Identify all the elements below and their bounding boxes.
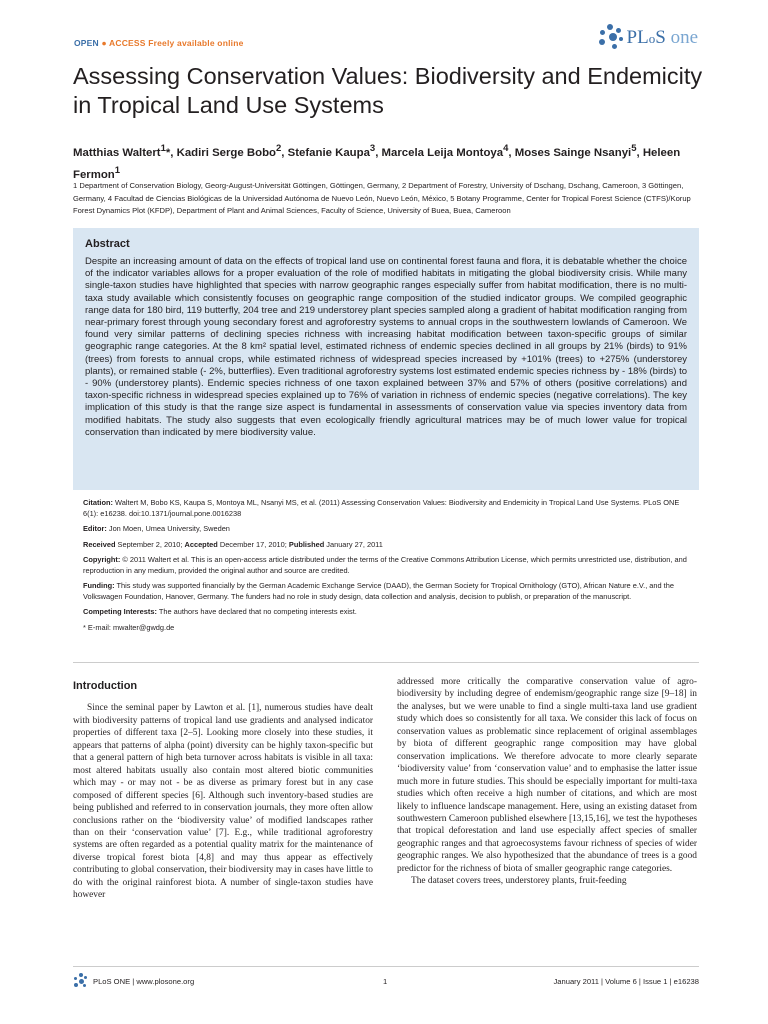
dates: Received September 2, 2010; Accepted December 17, 2010; Published January 27, 2011 <box>83 539 383 549</box>
competing-interests: Competing Interests: The authors have declared that no competing interests exist. <box>83 607 357 616</box>
intro-paragraph-1: Since the seminal paper by Lawton et al. [1], numerous studies have dealt with biodiversity patterns of tropical land use gradients and analysed indicator properties of different taxa [2–5]. Looking more closely into these studies, it appears that patterns of alpha (point) diversity can be highly taxon-specific but that a general pattern of high beta turnover across habitats is visible in all taxa: most altered habitats usually also contain most altered biotic communities which may - or may not - be as diverse as primary forest but in any case composed of different species [6]. Although such inventory-based studies are being published and referred to in conservation journals, they more often allow conclusions rather on the ‘biodiversity value’ of modified landscapes rather than on their ‘conservation value’ [7]. E.g., while traditional agroforestry systems are often regarded as a potential quality matrix for the maintenance of diverse tropical forest biota [4,8] and may thus appear as effectively contributing to global conservation, their biodiversity may in cases have little to do with the original rainforest biota. A number of single-taxon studies have however <box>73 703 373 901</box>
funding: Funding: This study was supported financially by the German Academic Exchange Service (DAAD), the German Society for Tropical Ornithology (GTO), African Nature e.V., and the Volkswagen Foundation, Hanover, Germany. The funders had no role in study design, data collection and analysis, decision to publish, or preparation of the manuscript. <box>83 581 674 601</box>
plos-one-wordmark: PLoS one <box>626 27 698 48</box>
abstract-text: Despite an increasing amount of data on the effects of tropical land use on continental forest fauna and flora, it is debatable whether the choice of the indicator variables allows for a proper evaluation of the role of modified habitats in mitigating the global biodiversity crisis. While many single-taxon studies have highlighted that species with narrow geographic ranges especially suffer from habitat modification, there is no multi-taxa study available which consistently focuses on geographic range composition of the studied indicator groups. We compiled geographic range data for 180 bird, 119 butterfly, 204 tree and 219 understorey plant species sampled along a gradient of habitat modification ranging from near-primary forest through young secondary forest and agroforestry systems to annual crops in the southwestern lowlands of Cameroon. We found very similar patterns of declining species richness with increasing habitat modification between taxon-specific groups of similar geographic range categories. At the 8 km² spatial level, estimated richness of endemic species declined in all groups by 21% (birds) to 91% (trees) from forests to annual crops, while estimated richness of widespread species increased by +101% (trees) to +275% (understorey plants), or remained stable (- 2%, butterflies). Even traditional agroforestry systems lost estimated endemic species richness by - 18% (birds) to - 90% (understorey plants). Endemic species richness of one taxon explained between 37% and 57% of others (positive correlations) and taxon-specific richness in widespread species explained up to 76% of variation in richness of endemic species (negative correlations). The key implication of this study is that the range size aspect is fundamental in assessments of conservation value via species inventory data from modified habitats. The study also suggests that even ecologically friendly agricultural matrices may be of much lower value for tropical conservation than indicated by mere biodiversity value. <box>85 256 687 438</box>
intro-paragraph-2: addressed more critically the comparative conservation value of agro-biodiversity by including degree of endemism/geographic range size [9–18] in the analyses, but we were unable to find a single multi-taxa land use gradient study which does so consistently for all taxa. We consider this lack of focus on conservation values as problematic since replacement of original assemblages by biota of different geographic range composition may have global conservation implications. We therefore advocate to more clearly separate ‘biodiversity value’ from ‘conservation value’ and to emphasise the latter issue much more in future studies. This should be especially important for multi-taxa studies which often receive a high number of citations, and which are most likely to influence landscape management. Here, using an existing dataset from southwestern Cameroon published elsewhere [13,15,16], we test the hypotheses that tropical deforestation and land use especially affect species of smaller geographic ranges and that agroecosystems favour richness of species of wider geographic ranges. We also hypothesized that the abundance of trees is a good predictor for the richness of biota of smaller geographic range categories. <box>397 677 697 874</box>
right-column <box>397 672 697 888</box>
plos-one-logo <box>597 24 698 52</box>
section-divider <box>73 662 699 663</box>
open-access-banner <box>74 38 244 48</box>
editor: Editor: Jon Moen, Umea University, Sweden <box>83 524 230 533</box>
footer-issue: January 2011 | Volume 6 | Issue 1 | e16238 <box>553 976 699 986</box>
article-metadata <box>73 498 699 638</box>
corresponding-email[interactable]: * E-mail: mwalter@gwdg.de <box>83 622 175 632</box>
open-label: OPEN <box>74 38 99 48</box>
introduction-heading: Introduction <box>73 680 138 692</box>
abstract-box <box>73 228 699 490</box>
plos-dots-icon <box>597 24 625 52</box>
author-list: Matthias Waltert$^1$*, Kadiri Serge Bobo$^2$, Stefanie Kaupa$^3$, Marcela Leija Montoya$^4$, Moses Sainge Nsanyi$^5$, Heleen Fermon$^1$ <box>73 143 681 181</box>
abstract-heading: Abstract <box>85 238 130 250</box>
intro-paragraph-3: The dataset covers trees, understorey plants, fruit-feeding <box>411 876 627 887</box>
open-access-lock-icon: ● <box>101 38 107 48</box>
left-column <box>73 672 373 902</box>
article-title: Assessing Conservation Values: Biodiversity and Endemicity in Tropical Land Use Systems <box>73 63 703 118</box>
access-label: ACCESS Freely available online <box>109 38 244 48</box>
affiliations: 1 Department of Conservation Biology, Georg-August-Universität Göttingen, Göttingen, Germany, 2 Department of Forestry, University of Dschang, Dschang, Cameroon, 3 Göttingen, Germany, 4 Facultad de Ciencias Biológicas de la Universidad Autónoma de Nuevo León, Nuevo León, México, 5 Botany Programme, Center for Tropical Forest Science (CTFS)/Korup Forest Dynamics Plot (KFDP), Department of Plant and Animal Sciences, Faculty of Science, University of Buea, Buea, Cameroon <box>73 181 691 216</box>
page-number: 1 <box>383 976 388 986</box>
footer-divider <box>73 966 699 967</box>
copyright: Copyright: © 2011 Waltert et al. This is an open-access article distributed under the terms of the Creative Commons Attribution License, which permits unrestricted use, distribution, and reproduction in any medium, provided the original author and source are credited. <box>83 555 687 575</box>
citation: Citation: Waltert M, Bobo KS, Kaupa S, Montoya ML, Nsanyi MS, et al. (2011) Assessing Conservation Values: Biodiversity and Endemicity in Tropical Land Use Systems. PLoS ONE 6(1): e16238. doi:10.1371/journal.pone.0016238 <box>83 498 680 518</box>
page-footer <box>73 973 699 989</box>
plos-footer-icon <box>73 973 89 989</box>
footer-journal[interactable]: PLoS ONE | www.plosone.org <box>93 976 195 986</box>
